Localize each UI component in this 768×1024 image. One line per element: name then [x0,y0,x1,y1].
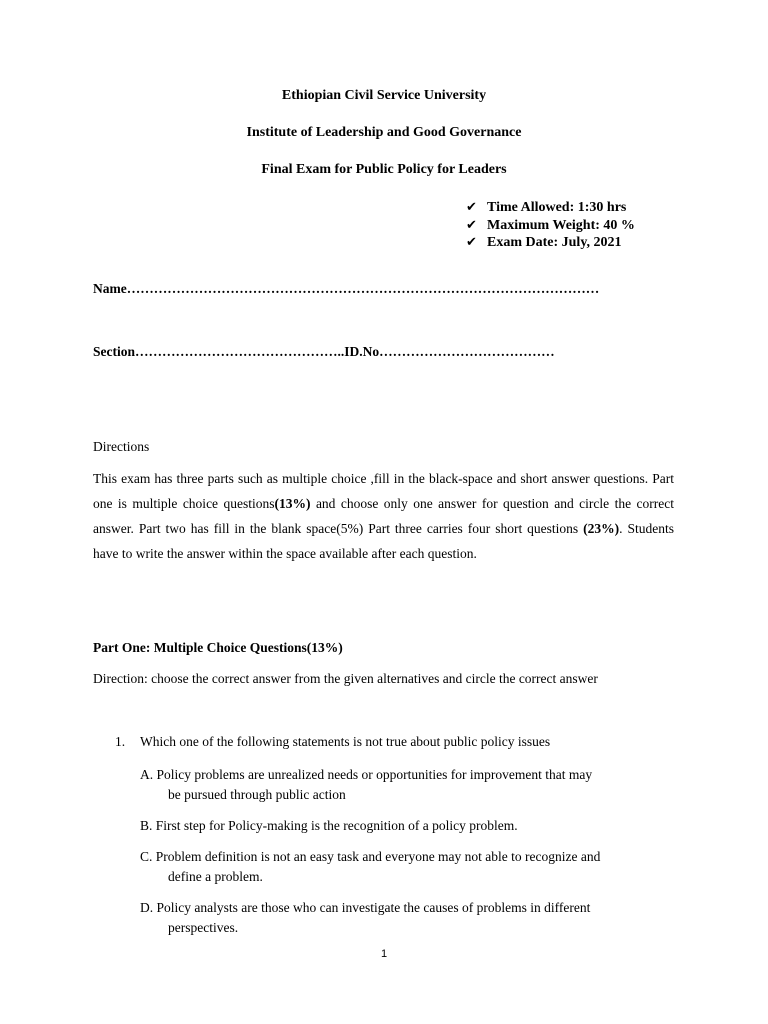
institute-name: Institute of Leadership and Good Governance [246,125,522,140]
exam-info-list [466,199,635,252]
exam-date: Exam Date: July, 2021 [487,235,622,250]
option-c[interactable]: C. Problem definition is not an easy task and everyone may not able to recognize and define a problem. [140,849,601,884]
question-number: 1. [115,734,126,749]
question-1 [115,734,550,750]
exam-info-item [466,234,635,252]
checkmark-icon: ✔ [466,235,477,250]
id-blank: ………………………………… [379,344,555,359]
id-label: ID.No [344,344,380,359]
directions-paragraph: This exam has three parts such as multiple choice ,fill in the black-space and short answer questions. Part one is multiple choice questions(13%) and choose only one answer for question and circle the correct answer. Part two has fill in the blank space(5%) Part three carries four short questions (23%). Students have to write the answer within the space available after each question. [93,471,674,561]
name-blank: …………………………………………………………………………………………… [126,281,600,296]
exam-info-item [466,199,635,217]
section-id-field[interactable] [93,344,653,360]
checkmark-icon: ✔ [466,217,477,233]
maximum-weight: Maximum Weight: 40 % [487,217,635,233]
section-blank: ……………………………………….. [135,344,345,359]
question-text: Which one of the following statements is not true about public policy issues [140,734,551,749]
part-one-direction: Direction: choose the correct answer from the given alternatives and circle the correct answer [93,671,598,686]
exam-info-item [466,217,635,235]
exam-title: Final Exam for Public Policy for Leaders [261,162,507,177]
time-allowed: Time Allowed: 1:30 hrs [487,200,627,215]
name-field[interactable] [93,281,675,297]
option-d[interactable]: D. Policy analysts are those who can investigate the causes of problems in different perspectives. [140,900,591,935]
page-number: 1 [380,948,388,960]
name-label: Name [93,281,127,296]
part-one-title: Part One: Multiple Choice Questions(13%) [93,640,343,655]
checkmark-icon: ✔ [466,200,477,215]
directions-heading: Directions [93,439,150,454]
section-label: Section [93,344,135,359]
option-b[interactable]: B. First step for Policy-making is the recognition of a policy problem. [140,818,518,833]
university-name: Ethiopian Civil Service University [281,88,487,103]
option-a[interactable]: A. Policy problems are unrealized needs or opportunities for improvement that may be pursued through public action [140,767,593,802]
